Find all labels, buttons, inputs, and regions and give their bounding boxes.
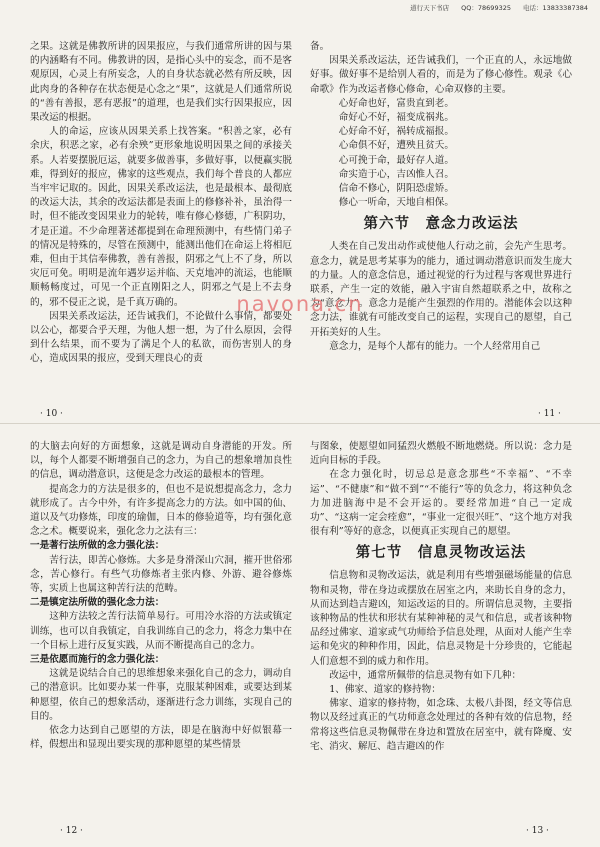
page-number: · 10 · — [40, 409, 63, 419]
page-10 — [30, 40, 292, 420]
paragraph: 苦行法，即苦心修炼。大多是身滑深山穴洞，摧开世俗邪念，苦心修行。有些气功修炼者主张内修、外游、避谷修炼等，实质上也属这种苦行法的范畴。 — [30, 554, 292, 595]
store-name: 道行天下书店 — [410, 3, 450, 12]
paragraph: 在念力强化时，切忌总是意念那些“不幸福”、“不幸运”、“不健康”和“做不到”“不能行”等的负念力，将这种负念力加进脑海中是不会开运的。要经常加进“自己一定成功”、“这病一定会痊愈”，“事业一定很兴旺”、“这个地方对我很有利”等好的意念，以便真正实现自己的愿望。 — [310, 469, 572, 538]
page-number: · 11 · — [538, 409, 561, 419]
scan-header — [0, 0, 600, 14]
paragraph: 意念力，是每个人都有的能力。一个人经常用自己 — [329, 340, 541, 352]
store-phone: 电话：13833387384 — [523, 3, 588, 12]
verse-line: 心命俱不好，遭殃且贫夭。 — [338, 140, 454, 152]
verse-line: 修心一听命，天地自相保。 — [338, 197, 454, 209]
verse-line: 命实造于心，吉凶惟人召。 — [338, 168, 454, 180]
paragraph: 的大脑去向好的方面想象，这就是调动自身潜能的开发。所以，每个人都要不断增强自己的念力，为自己的想象增加良性的信息，调动潜意识，这便是念力改运的最根本的管理。 — [30, 441, 292, 481]
page-number: · 13 · — [526, 826, 549, 836]
paragraph: 依念力达到自己愿望的方法，即是在脑海中好似银幕一样，假想出和显现出要实现的那种愿望的某些情景 — [30, 725, 292, 751]
paragraph: 人类在自己发出动作或使他人行动之前，会先产生思考。意念力，就是思考某事为的能力，通过调动潜意识而发生庞大的力量。人的意念信息，通过视觉的行为过程与客观世界进行联系，产生一定的效能，融入宇宙自然超联系之中，故称之为“意念力”。意念力是能产生强烈的作用的。潜能体会以这种念力法，谁就有可能改变自己的运程，实现自己的愿望，自己开拓美好的人生。 — [310, 241, 572, 338]
paragraph: 提高念力的方法是很多的，但也不是说想提高念力，念力就形成了。古今中外，有许多提高念力的方法。如中国的仙、道以及气功修炼，印度的瑜伽，日本的修验道等，均有强化意念之术。概要说来，强化念力之法有三： — [30, 483, 292, 538]
section-title: 第七节 信息灵物改运法 — [355, 544, 527, 562]
paragraph: 之果。这就是佛教所讲的因果报应，与我们通常所讲的因与果的内涵略有不同。佛教讲的因，是指心头中的妄念，而不是客观原因，心灵上有所妄念，人的自身状态就必然有所反映，因此肉身的各种存在状态便是心念之“果”，这就是人们通常所说的“善有善报，恶有恶报”的道理，也是我们实行因果报应，因果改运的根据。 — [30, 41, 292, 124]
verse-line: 心好命也好，富贵直到老。 — [338, 97, 454, 109]
page-11 — [310, 40, 572, 420]
verse-line: 命好心不好，福变成祸兆。 — [338, 112, 454, 124]
page-divider — [0, 423, 600, 424]
paragraph: 这就是说结合自己的思维想象来强化自己的念力，调动自己的潜意识。比如要办某一件事，克服某种困难，或要达到某种愿望，依自己的想象活动，逐渐进行念力训练，实现自己的目的。 — [30, 668, 292, 722]
method-heading: 一是著行法所做的念力强化法： — [30, 540, 165, 552]
watermark: navona.cn — [236, 292, 364, 316]
method-heading: 二是镇定法所做的强化念力法： — [30, 597, 165, 609]
paragraph: 因果关系改运法，还告诫我们，一个正直的人，永远地做好事。做好事不是给别人看的，而是为了修心修性。观录《心命歌》作为改运者修心修命，心命双修的主要。 — [310, 55, 572, 95]
verse-line: 心可挽于命，最好存人道。 — [338, 154, 454, 166]
verse-line: 心好命不好，祸转成福报。 — [338, 126, 454, 138]
paragraph: 信息物和灵物改运法，就是利用有些增强磁场能量的信息物和灵物，带在身边或摆放在居室之内，来助长自身的念力，从而达到趋吉避凶，知运改运的目的。所谓信息灵物，主要指该种物品的性状和形状有某种神秘的灵气和信息，或者该种物品经过佛家、道家或气功师给予信息处理，从面对人能产生幸运和免灾的种种作用，因此，信息灵物是十分珍贵的，它能起人们意想不到的威力和作用。 — [310, 570, 572, 667]
paragraph: 因果关系改运法，还告诫我们，不论做什么事情，都要处以公心，都要合乎天理，为他人想一想，为了什么原因，会得到什么结果，而不要为了满足个人的私欲，而伤害别人的身心，造成因果的报应，受到天理良心的责 — [30, 310, 292, 365]
page-number: · 12 · — [60, 826, 83, 836]
paragraph: 这种方法较之苦行法简单易行。可用冷水浴的方法或镇定训练，也可以自我镇定，自我训练自己的念力，将念力集中在一个目标上进行反复实践，从而不断提高自己的念力。 — [30, 611, 292, 651]
paragraph: 备。 — [310, 41, 330, 52]
page-12 — [30, 440, 292, 818]
method-heading: 三是依愿而施行的念力强化法： — [30, 654, 165, 666]
paragraph: 人的命运，应该从因果关系上找答案。“积善之家，必有余庆，积恶之家，必有余殃”更形象地说明因果之间的承接关系。人若要摆脱厄运，就要多做善事，多做好事，以便赢实脱难，得到好的报应，佛家的这些观点，我们每个普良的人都应当牢牢记取的。因此，因果关系改运法，也是最根本、最彻底的改运大法，其余的改运法都是表面上的修修补补，虽治得一时，但不能改变因果业力的轮转，唯有修心修德，广积阴功，才是正道。不少命理著述都提到在命理预测中，有些情门弟子的情况是特殊的，尽管在预测中，能测出他们在命运上将相厄难，但由于其信奉佛教，善有善报，阴邪之气上不了身，所以灾厄可免。明明是流年遇岁运并临、天克地冲的流运，也能顺顺畅畅度过，可见一个正直刚阳之人，阴邪之气是上不去身的，邪不侵正之说，是千真万确的。 — [30, 126, 292, 308]
verse-line: 信命不修心，阴阳恐虚矫。 — [338, 183, 454, 195]
paragraph: 佛家、道家的修持物，如念珠、太极八卦图，经文等信息物以及经过真正的气功师意念处理过的各种有效的信息物，经常将这些信息灵物佩带在身边和置放在居室中，就有降魔、安宅、消灾、解厄、趋吉避凶的作 — [310, 698, 572, 752]
section-title: 第六节 意念力改运法 — [363, 215, 519, 233]
paragraph: 改运中，通常所佩带的信息灵物有如下几种： — [329, 669, 522, 681]
subheading: 1、佛家、道家的修持物： — [329, 684, 441, 696]
store-qq: QQ：78699325 — [461, 3, 511, 12]
page-13 — [310, 440, 572, 818]
paragraph: 与图象，使愿望如同猛烈火燃般不断地燃烧。所以说：念力是近向目标的手段。 — [310, 441, 572, 467]
